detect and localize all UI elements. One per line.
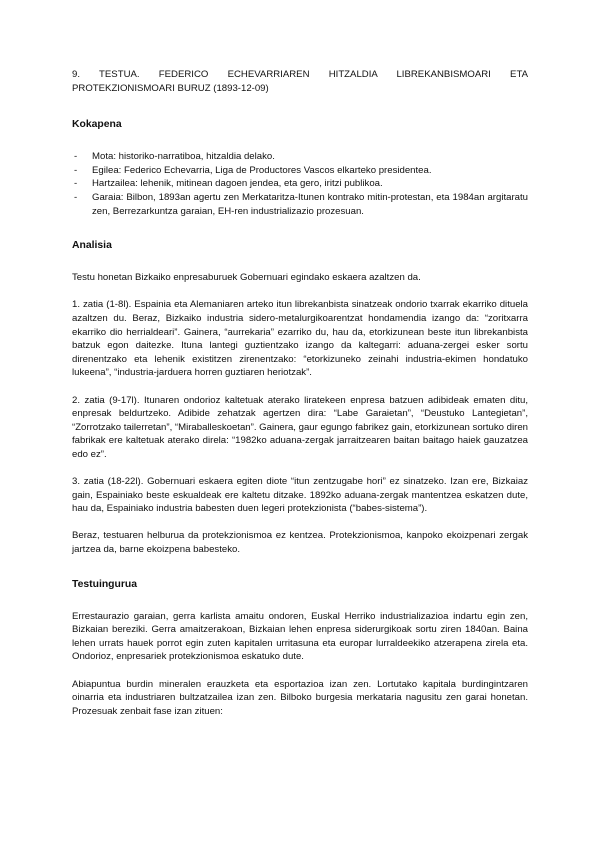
kokapena-item-mota: - Mota: historiko-narratiboa, hitzaldia delako.: [72, 150, 528, 164]
testuingurua-paragraph-2: Abiapuntua burdin mineralen erauzketa eta esportazioa izan zen. Lortutako kapitala burdingintzaren oinarria eta industriaren bultzatzailea izan zen. Bilboko burgesia merkataria nagusitu zen garai honetan. Prozesuak zenbait fase izan zituen:: [72, 678, 528, 717]
section-heading-testuingurua: Testuingurua: [72, 578, 138, 590]
kokapena-list: [72, 150, 528, 218]
section-heading-kokapena: Kokapena: [72, 119, 122, 131]
analisia-paragraph-intro: Testu honetan Bizkaiko enpresaburuek Gobernuari egindako eskaera azaltzen da.: [72, 272, 421, 284]
document-title-text: 9. TESTUA. FEDERICO ECHEVARRIAREN HITZALDIA LIBREKANBISMOARI ETA PROTEKZIONISMOARI BURUZ (1893-12-09): [72, 69, 528, 94]
kokapena-item-garaia: - Garaia: Bilbon, 1893an agertu zen Merkataritza-Itunen kontrako mitin-protestan, eta 1984an argitaratu zen, Berrezarkuntza garaian, EH-ren industrializazio prozesuan.: [72, 191, 528, 218]
kokapena-item-egilea: - Egilea: Federico Echevarria, Liga de Productores Vascos elkarteko presidentea.: [72, 164, 528, 178]
analisia-paragraph-zatia-2: 2. zatia (9-17l). Itunaren ondorioz kaltetuak aterako liratekeen enpresa batzuen adibideak ematen ditu, enpresak beldurtzeko. Adibide zehatzak agertzen dira: “Labe Garaietan”, “Deustuko Lantegietan”, “Zorrotzako tailerretan”, “Miraballeskoetan”. Gainera, gaur egungo fabrikez gain, etorkizunean sortuko diren fabrikak ere kaltetuak aterako direla: “1982ko aduana-zergak jarraitzearen baitan baitago haiek gauzatzea edo ez”.: [72, 394, 528, 460]
analisia-paragraph-zatia-1: 1. zatia (1-8l). Espainia eta Alemaniaren arteko itun librekanbista sinatzeak ondorio txarrak ekarriko dituela azaltzen du. Beraz, Bizkaiko industria sidero-metalurgikoarentzat hondamendia izango da: “zoritxarra ekarriko dio herrialdeari”. Gainera, “aurrekaria” ezarriko du, hau da, etorkizunean beste itun librekanbista batzuk egon daitezke. Ituna lantegi guztientzako izango da kaltegarri: aduana-zergei esker sortu direnentzako eta lehenik existitzen zirenentzako: “etorkizuneko zeinahi industria-ekimen hondatuko lukeena”, “industria-jarduera horren guztiaren heriotzak”.: [72, 299, 528, 379]
document-page: [72, 68, 528, 718]
analisia-paragraph-conclusion: Beraz, testuaren helburua da protekzionismoa ez kentzea. Protekzionismoa, kanpoko ekoizpenari zergak jartzea da, barne ekoizpena babesteko.: [72, 530, 528, 556]
analisia-paragraph-zatia-3: 3. zatia (18-22l). Gobernuari eskaera egiten diote “itun zentzugabe hori” ez sinatzeko. Izan ere, Bizkaiaz gain, Espainiako beste eskualdeak ere kaltetu ditzake. 1892ko aduana-zergak mantentzea eskatzen dute, hau da, Espainiako industria babesten duen legeri protekzionista (“babes-sistema”).: [72, 476, 528, 515]
kokapena-item-hartzailea: - Hartzailea: lehenik, mitinean dagoen jendea, eta gero, iritzi publikoa.: [72, 177, 528, 191]
document-title: [72, 68, 528, 95]
section-heading-analisia: Analisia: [72, 240, 112, 252]
testuingurua-paragraph-1: Errestaurazio garaian, gerra karlista amaitu ondoren, Euskal Herriko industrializazioa indartu egin zen, Bizkaian bereziki. Gerra amaitzerakoan, Bizkaian lehen enpresa siderurgikoak sortu ziren 1840an. Baina lehen urrats hauek porrot egin zuten kapitalen urritasuna eta europar lurraldeekiko atzerapena zirela eta. Ondorioz, enpresariek protekzionismoa eskatuko dute.: [72, 610, 528, 663]
